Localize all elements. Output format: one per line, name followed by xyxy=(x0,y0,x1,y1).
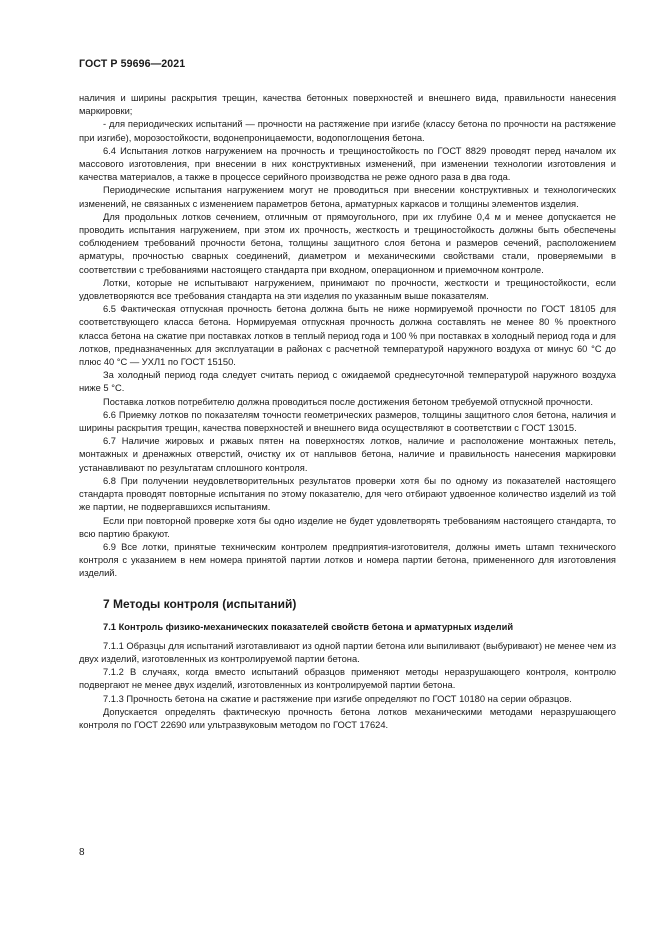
paragraph: 6.5 Фактическая отпускная прочность бетона должна быть не ниже нормируемой прочности по ГОСТ 18105 для соответствующего класса бетона. Нормируемая отпускная прочность должна составлять не менее 80 % проектного класса бетона на сжатие при поставках лотков в теплый период года и 100 % при поставках в холодный период года и для лотков, предназначенных для эксплуатации в районах с расчетной температурой наружного воздуха от минус 60 °С до плюс 40 °С — УХЛ1 по ГОСТ 15150. xyxy=(79,304,616,368)
document-body xyxy=(79,92,616,732)
paragraph: 7.1.2 В случаях, когда вместо испытаний образцов применяют методы неразрушающего контроля, контролю подвергают не менее двух изделий, изготовленных из контролируемой партии бетона. xyxy=(79,667,616,691)
paragraph: 7.1.3 Прочность бетона на сжатие и растяжение при изгибе определяют по ГОСТ 10180 на серии образцов. xyxy=(103,693,572,704)
paragraph: Для продольных лотков сечением, отличным от прямоугольного, при их глубине 0,4 м и менее допускается не проводить испытания нагружением, при этом их прочность, жесткость и трещиностойкость должны быть обеспечены соблюдением требований прочности бетона, толщины защитного слоя бетона и размеров сечений, расположением арматуры, прочностью сварных соединений, диаметром и механическими свойствами стали, проверяемыми в соответствии с требованиями настоящего стандарта при входном, операционном и приемочном контроле. xyxy=(79,211,616,275)
paragraph: 6.6 Приемку лотков по показателям точности геометрических размеров, толщины защитного слоя бетона, наличия и ширины раскрытия трещин, качества поверхностей и внешнего вида осуществляют в соответствии с ГОСТ 13015. xyxy=(79,409,616,434)
paragraph: наличия и ширины раскрытия трещин, качества бетонных поверхностей и внешнего вида, правильности нанесения маркировки; xyxy=(79,93,616,117)
paragraph: Периодические испытания нагружением могут не проводиться при внесении конструктивных и технологических изменений, не связанных с изменением параметров бетона, арматурных каркасов и толщины элементов изделия. xyxy=(79,185,616,209)
paragraph: - для периодических испытаний — прочности на растяжение при изгибе (классу бетона по прочности на растяжение при изгибе), морозостойкости, водонепроницаемости, водопоглощения бетона. xyxy=(79,119,616,143)
paragraph: Если при повторной проверке хотя бы одно изделие не будет удовлетворять требованиям настоящего стандарта, то всю партию бракуют. xyxy=(79,515,616,539)
paragraph: 6.7 Наличие жировых и ржавых пятен на поверхностях лотков, наличие и расположение монтажных петель, монтажных и дренажных отверстий, очистку их от наплывов бетона, наличие и правильность нанесения маркировки устанавливают по результатам сплошного контроля. xyxy=(79,436,616,473)
paragraph: За холодный период года следует считать период с ожидаемой среднесуточной температурой наружного воздуха ниже 5 °С. xyxy=(79,370,616,394)
section-heading: 7 Методы контроля (испытаний) xyxy=(103,596,297,611)
document-header: ГОСТ Р 59696—2021 xyxy=(79,58,186,70)
paragraph: 6.9 Все лотки, принятые техническим контролем предприятия-изготовителя, должны иметь штамп технического контроля с указанием в нем номера принятой партии лотков и номера партии бетона, примененного для изготовления изделий. xyxy=(79,541,616,579)
page-number: 8 xyxy=(79,847,85,858)
paragraph: Лотки, которые не испытывают нагружением, принимают по прочности, жесткости и трещиностойкости, если удовлетворяются все требования стандарта на эти изделия по указанным выше показателям. xyxy=(79,277,616,302)
subsection-heading: 7.1 Контроль физико-механических показателей свойств бетона и арматурных изделий xyxy=(103,621,514,632)
paragraph: Поставка лотков потребителю должна проводиться после достижения бетоном требуемой отпускной прочности. xyxy=(103,396,593,407)
paragraph: Допускается определять фактическую прочность бетона лотков механическими методами неразрушающего контроля по ГОСТ 22690 или ультразвуковым методом по ГОСТ 17624. xyxy=(79,706,616,730)
paragraph: 7.1.1 Образцы для испытаний изготавливают из одной партии бетона или выпиливают (выбуривают) не менее чем из двух изделий, изготовленных из контролируемой партии бетона. xyxy=(79,640,616,664)
paragraph: 6.8 При получении неудовлетворительных результатов проверки хотя бы по одному из показателей настоящего стандарта проводят повторные испытания по этому показателю, для чего отбирают удвоенное количество изделий из той же партии, не подвергавшихся испытаниям. xyxy=(79,475,616,513)
paragraph: 6.4 Испытания лотков нагружением на прочность и трещиностойкость по ГОСТ 8829 проводят перед началом их массового изготовления, при внесении в них конструктивных изменений, при изменении технологии изготовления и качества материалов, а также в процессе серийного производства не реже одного раза в два года. xyxy=(79,145,616,183)
